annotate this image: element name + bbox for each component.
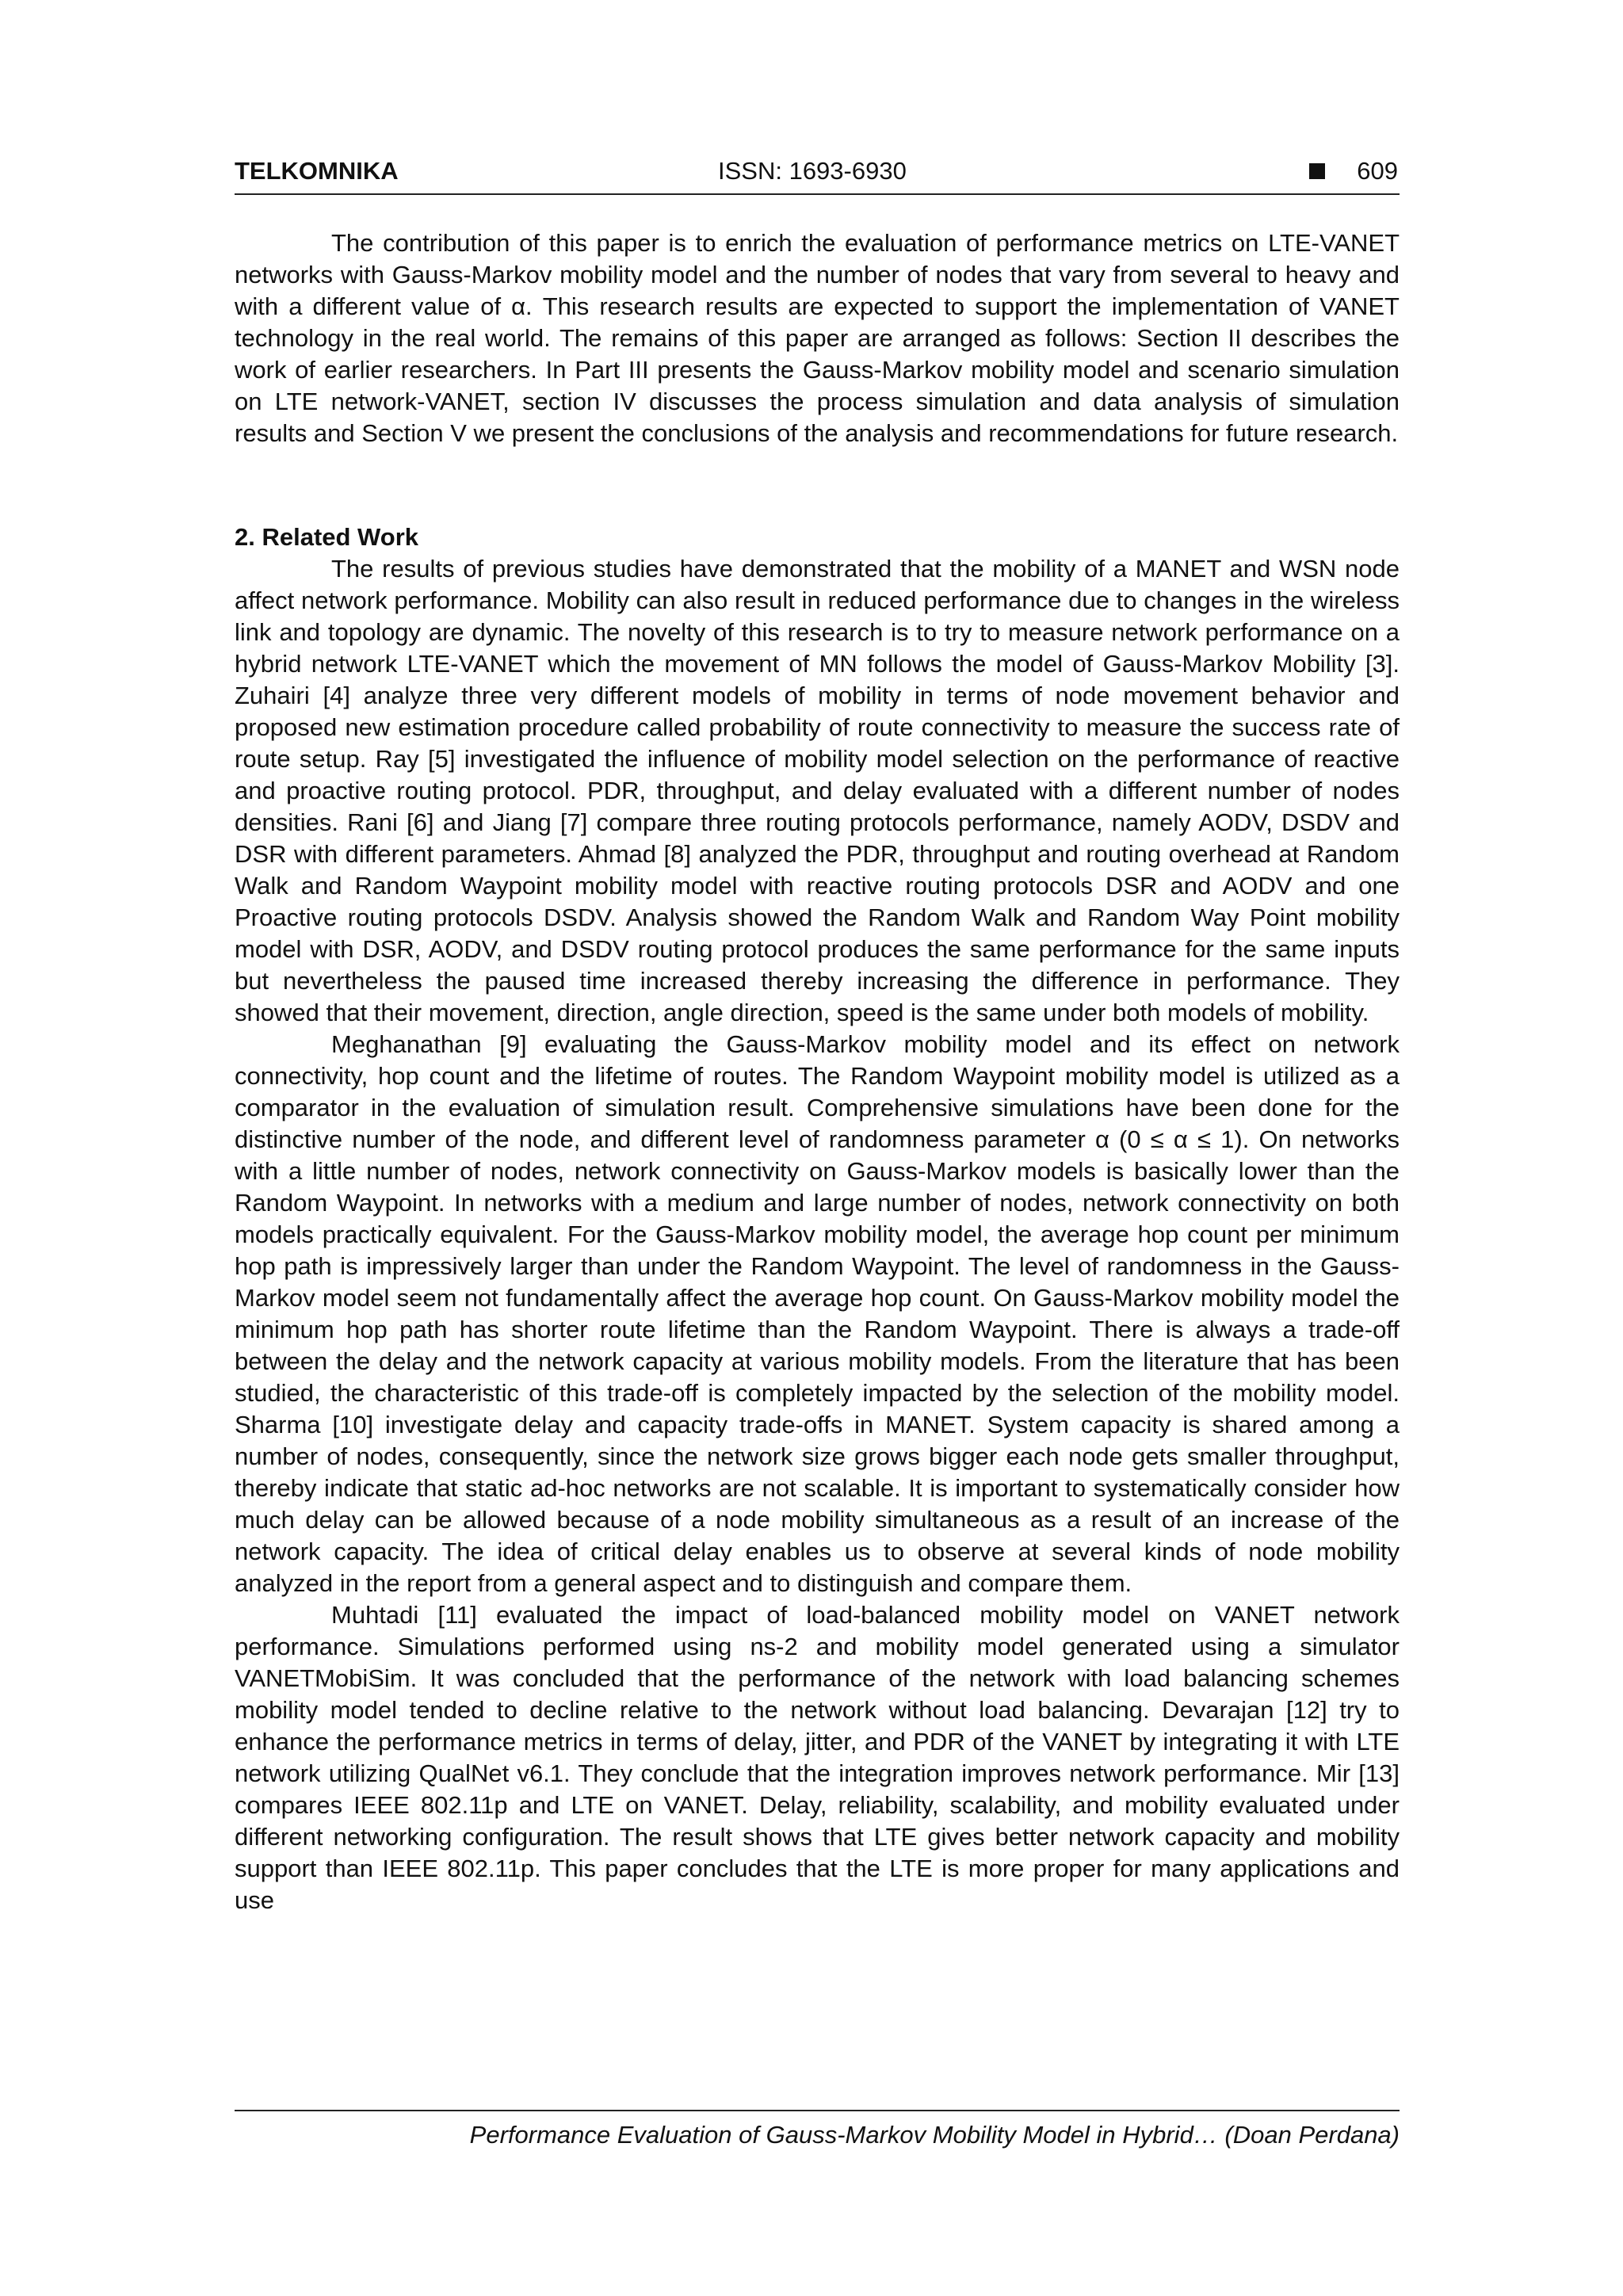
journal-name: TELKOMNIKA (235, 157, 399, 185)
section-heading: 2. Related Work (235, 523, 419, 551)
intro-paragraph: The contribution of this paper is to enrich the evaluation of performance metrics on LTE-VANET networks with Gauss-Markov mobility model and the number of nodes that vary from several to heavy and with a different value of α. This research results are expected to support the implementation of VANET technology in the real world. The remains of this paper are arranged as follows: Section II describes the work of earlier researchers. In Part III presents the Gauss-Markov mobility model and scenario simulation on LTE network-VANET, section IV discusses the process simulation and data analysis of simulation results and Section V we present the conclusions of the analysis and recommendations for future research. (235, 229, 1400, 447)
square-bullet-icon (1309, 163, 1325, 179)
body-paragraph: The results of previous studies have demonstrated that the mobility of a MANET and WSN node affect network performance. Mobility can also result in reduced performance due to changes in the wireless link and topology are dynamic. The novelty of this research is to try to measure network performance on a hybrid network LTE-VANET which the movement of MN follows the model of Gauss-Markov Mobility [3]. Zuhairi [4] analyze three very different models of mobility in terms of node movement behavior and proposed new estimation procedure called probability of route connectivity to measure the success rate of route setup. Ray [5] investigated the influence of mobility model selection on the performance of reactive and proactive routing protocol. PDR, throughput, and delay evaluated with a different number of nodes densities. Rani [6] and Jiang [7] compare three routing protocols performance, namely AODV, DSDV and DSR with different parameters. Ahmad [8] analyzed the PDR, throughput and routing overhead at Random Walk and Random Waypoint mobility model with reactive routing protocols DSR and AODV and one Proactive routing protocols DSDV. Analysis showed the Random Walk and Random Way Point mobility model with DSR, AODV, and DSDV routing protocol produces the same performance for the same inputs but nevertheless the paused time increased thereby increasing the difference in performance. They showed that their movement, direction, angle direction, speed is the same under both models of mobility. (235, 555, 1400, 1026)
running-title: Performance Evaluation of Gauss-Markov Mobility Model in Hybrid… (Doan Perdana) (469, 2121, 1400, 2149)
body-paragraph: Muhtadi [11] evaluated the impact of load-balanced mobility model on VANET network performance. Simulations performed using ns-2 and mobility model generated using a simulator VANETMobiSim. It was concluded that the performance of the network with load balancing schemes mobility model tended to decline relative to the network without load balancing. Devarajan [12] try to enhance the performance metrics in terms of delay, jitter, and PDR of the VANET by integrating it with LTE network utilizing QualNet v6.1. They conclude that the integration improves network performance. Mir [13] compares IEEE 802.11p and LTE on VANET. Delay, reliability, scalability, and mobility evaluated under different networking configuration. The result shows that LTE gives better network capacity and mobility support than IEEE 802.11p. This paper concludes that the LTE is more proper for many applications and use (235, 1601, 1400, 1914)
page-number: 609 (1357, 157, 1398, 185)
body-text (235, 227, 1400, 1916)
page-footer (235, 2110, 1400, 2149)
page-number-group (1309, 157, 1398, 185)
issn-label: ISSN: 1693-6930 (718, 157, 907, 185)
body-paragraph: Meghanathan [9] evaluating the Gauss-Markov mobility model and its effect on network connectivity, hop count and the lifetime of routes. The Random Waypoint mobility model is utilized as a comparator in the evaluation of simulation result. Comprehensive simulations have been done for the distinctive number of the node, and different level of randomness parameter α (0 ≤ α ≤ 1). On networks with a little number of nodes, network connectivity on Gauss-Markov models is basically lower than the Random Waypoint. In networks with a medium and large number of nodes, network connectivity on both models practically equivalent. For the Gauss-Markov mobility model, the average hop count per minimum hop path is impressively larger than under the Random Waypoint. The level of randomness in the Gauss-Markov model seem not fundamentally affect the average hop count. On Gauss-Markov mobility model the minimum hop path has shorter route lifetime than the Random Waypoint. There is always a trade-off between the delay and the network capacity at various mobility models. From the literature that has been studied, the characteristic of this trade-off is completely impacted by the selection of the mobility model. Sharma [10] investigate delay and capacity trade-offs in MANET. System capacity is shared among a number of nodes, consequently, since the network size grows bigger each node gets smaller throughput, thereby indicate that static ad-hoc networks are not scalable. It is important to systematically consider how much delay can be allowed because of a node mobility simultaneous as a result of an increase of the network capacity. The idea of critical delay enables us to observe at several kinds of node mobility analyzed in the report from a general aspect and to distinguish and compare them. (235, 1030, 1400, 1597)
page-header (235, 157, 1400, 195)
